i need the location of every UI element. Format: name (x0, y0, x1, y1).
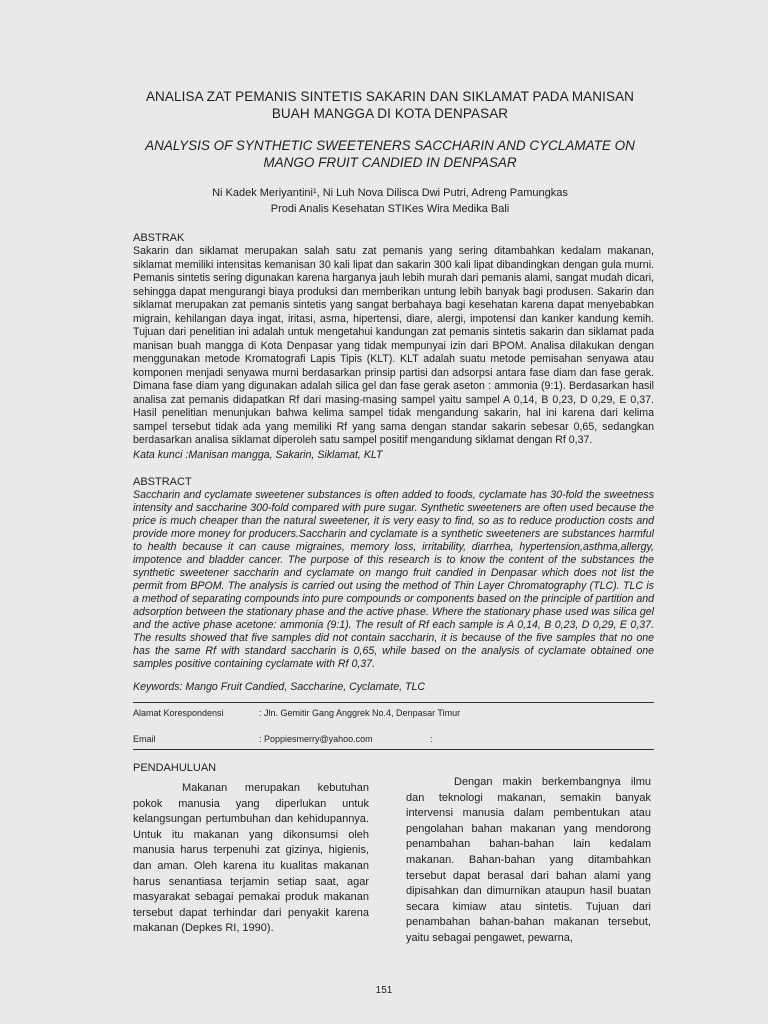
abstract-heading: ABSTRACT (133, 476, 192, 488)
pendahuluan-heading: PENDAHULUAN (133, 762, 217, 774)
email-label: Email (133, 734, 156, 744)
abstrak-body: Sakarin dan siklamat merupakan salah satu zat pemanis yang sering ditambahkan kedalam makanan, siklamat memiliki intensitas kemanisan 30 kali lipat dan sakarin 300 kali lipat dibandingkan dengan gula murni. Pemanis sintetis sering digunakan karena harganya jauh lebih murah dari pemanis alami, sangat mudah dicari, sehingga dapat mengurangi biaya produksi dan memberikan untung lebih banyak bagi produsen. Sakarin dan siklamat merupakan zat pemanis sintetis yang sangat berbahaya bagi kesehatan karena dapat menyebabkan migrain, kehilangan daya ingat, iritasi, asma, hipertensi, diare, alergi, impotensi dan kanker kandung kemih. Tujuan dari penelitian ini adalah untuk mengetahui kandungan zat pemanis sintetis sakarin dan siklamat pada manisan buah mangga di Kota Denpasar yang tidak mempunyai izin dari BPOM. Analisa dilakukan dengan menggunakan metode Kromatografi Lapis Tipis (KLT). KLT adalah suatu metode pemisahan senyawa atau komponen menjadi senyawa murni berdasarkan prinsip partisi dan adsorpsi antara fase diam dan fase gerak. Dimana fase diam yang digunakan adalah silica gel dan fase gerak aseton : ammonia (9:1). Berdasarkan hasil analisa zat pemanis didapatkan Rf dari masing-masing sampel yaitu sampel A 0,14, B 0,23, D 0,29, E 0,37. Hasil penelitian menunjukan bahwa kelima sampel tidak mengandung sakarin, hal ini karena dari kelima sampel tersebut tidak ada yang memiliki Rf yang sama dengan standar sakarin sebesar 0,65, sedangkan berdasarkan analisa siklamat diperoleh satu sampel positif mengandung siklamat dengan Rf 0,37. (133, 245, 654, 446)
email-extra: : (430, 734, 433, 744)
email-value: : Poppiesmerry@yahoo.com (259, 734, 373, 744)
author-list: Ni Kadek Meriyantini¹, Ni Luh Nova Dilisca Dwi Putri, Adreng Pamungkas (212, 187, 568, 199)
abstrak-heading: ABSTRAK (133, 232, 185, 244)
intro-left-column: Makanan merupakan kebutuhan pokok manusia yang diperlukan untuk kelangsungan pertumbuhan dan kehidupannya. Untuk itu makanan yang dikonsumsi oleh manusia harus terpenuhi zat gizinya, higienis, dan aman. Oleh karena itu kualitas makanan harus senantiasa terjamin setiap saat, agar masyarakat sebagai pemakai produk makanan tersebut dapat terhindar dari penyakit karena makanan (Depkes RI, 1990). (133, 782, 369, 935)
keywords: Keywords: Mango Fruit Candied, Saccharine, Cyclamate, TLC (133, 681, 426, 693)
affiliation: Prodi Analis Kesehatan STIKes Wira Medika Bali (270, 203, 510, 215)
kata-kunci: Kata kunci :Manisan mangga, Sakarin, Siklamat, KLT (133, 449, 383, 461)
abstract-body: Saccharin and cyclamate sweetener substances is often added to foods, cyclamate has 30-fold the sweetness intensity and saccharine 300-fold compared with pure sugar. Synthetic sweeteners are often used because the price is much cheaper than the natural sweetener, it is very easy to find, so as to reduce production costs and provide more money for producers.Saccharin and cyclamate is a synthetic sweeteners are substances harmful to health because it can cause migraines, memory loss, irritability, diarrhea, hypertension,asthma,allergy, impotence and bladder cancer. The purpose of this research is to know the content of the substances the synthetic sweetener saccharin and cyclamate on mango fruit candied in Denpasar which does not list the permit from BPOM. The analysis is carried out using the method of Thin Layer Chromatography (TLC). TLC is a method of separating compounds into pure compounds or components based on the principle of partition and adsorption between the stationary phase and the active phase. Where the stationary phase used was silica gel and the active phase acetone: ammonia (9:1). The result of Rf each sample is A 0,14, B 0,23, D 0,29, E 0,37. The results showed that five samples did not contain saccharin, it is because of the five samples that no one has the same Rf with standard saccharin is 0,65, while based on the analysis of cyclamate obtained one samples positive containing cyclamate with Rf 0,37. (133, 489, 654, 670)
address-label: Alamat Korespondensi (133, 708, 224, 718)
title-indonesian: ANALISA ZAT PEMANIS SINTETIS SAKARIN DAN SIKLAMAT PADA MANISAN BUAH MANGGA DI KOTA DENPASAR (145, 89, 635, 121)
divider-top (133, 702, 654, 703)
page-number: 151 (375, 985, 393, 996)
divider-bottom (133, 749, 654, 750)
title-english: ANALYSIS OF SYNTHETIC SWEETENERS SACCHARIN AND CYCLAMATE ON MANGO FRUIT CANDIED IN DENPASAR (145, 138, 635, 170)
address-value: : Jln. Gemitir Gang Anggrek No.4, Denpasar Timur (259, 708, 461, 718)
intro-right-column: Dengan makin berkembangnya ilmu dan teknologi makanan, semakin banyak intervensi manusia dalam pembentukan atau pengolahan bahan makanan yang mendorong penambahan bahan-bahan lain kedalam makanan. Bahan-bahan yang ditambahkan tersebut dapat berasal dari bahan alami yang dipisahkan dan dimurnikan ataupun hasil buatan secara kimiaw atau sintetis. Tujuan dari penambahan bahan-bahan makanan tersebut, yaitu sebagai pengawet, pewarna, (406, 776, 651, 944)
